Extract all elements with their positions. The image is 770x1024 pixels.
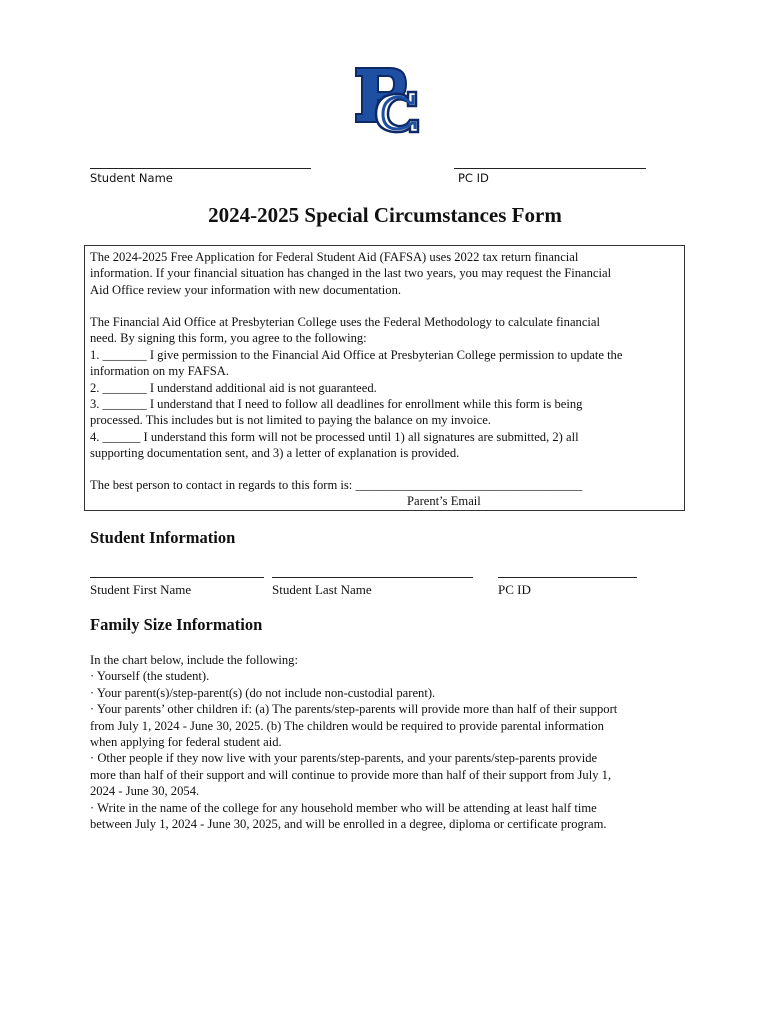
text-line: Aid Office review your information with new documentation. bbox=[90, 282, 402, 297]
student-pc-id-line[interactable] bbox=[498, 577, 637, 578]
family-size-heading: Family Size Information bbox=[90, 615, 263, 634]
last-name-line[interactable] bbox=[272, 577, 473, 578]
agreement-item-2[interactable]: 2. _______ I understand additional aid is not guaranteed. bbox=[90, 380, 377, 395]
text-line: information. If your financial situation has changed in the last two years, you may request the Financial bbox=[90, 266, 612, 281]
pc-logo-icon bbox=[350, 62, 422, 134]
text-line: In the chart below, include the following: bbox=[90, 653, 298, 667]
text-line: between July 1, 2024 - June 30, 2025, and will be enrolled in a degree, diploma or certificate program. bbox=[90, 817, 607, 832]
parent-email-label: Parent’s Email bbox=[407, 494, 481, 508]
agreement-paragraph-1 bbox=[90, 249, 690, 298]
family-size-instructions bbox=[90, 652, 690, 832]
agreement-paragraph-2 bbox=[90, 314, 690, 462]
list-item: · Yourself (the student). bbox=[90, 669, 210, 684]
agreement-item-1[interactable]: 1. _______ I give permission to the Financial Aid Office at Presbyterian College permission to update the bbox=[90, 347, 623, 362]
text-line: more than half of their support and will continue to provide more than half of their support from July 1, bbox=[90, 767, 612, 782]
list-item: · Your parents’ other children if: (a) The parents/step-parents will provide more than half of their support bbox=[90, 702, 618, 717]
agreement-item-4[interactable]: 4. ______ I understand this form will not be processed until 1) all signatures are submitted, 2) all bbox=[90, 429, 579, 444]
text-line: from July 1, 2024 - June 30, 2025. (b) The children would be required to provide parental information bbox=[90, 718, 604, 733]
list-item: · Other people if they now live with your parents/step-parents, and your parents/step-parents provide bbox=[90, 751, 598, 766]
text-line: need. By signing this form, you agree to the following: bbox=[90, 331, 367, 346]
text-line: The 2024-2025 Free Application for Federal Student Aid (FAFSA) uses 2022 tax return financial bbox=[90, 250, 579, 264]
text-line: processed. This includes but is not limited to paying the balance on my invoice. bbox=[90, 413, 491, 428]
text-line: supporting documentation sent, and 3) a letter of explanation is provided. bbox=[90, 446, 460, 461]
student-name-line[interactable] bbox=[90, 168, 311, 169]
text-line: information on my FAFSA. bbox=[90, 364, 230, 379]
student-name-label: Student Name bbox=[90, 171, 173, 185]
contact-line[interactable]: The best person to contact in regards to this form is: ____________________________________ bbox=[90, 478, 583, 492]
text-line: when applying for federal student aid. bbox=[90, 735, 282, 750]
agreement-item-3[interactable]: 3. _______ I understand that I need to follow all deadlines for enrollment while this form is being bbox=[90, 397, 583, 412]
text-line: The Financial Aid Office at Presbyterian College uses the Federal Methodology to calculate financial bbox=[90, 315, 601, 329]
list-item: · Your parent(s)/step-parent(s) (do not include non-custodial parent). bbox=[90, 685, 436, 700]
page-title: 2024-2025 Special Circumstances Form bbox=[208, 203, 562, 227]
pc-id-label: PC ID bbox=[458, 171, 489, 185]
first-name-line[interactable] bbox=[90, 577, 264, 578]
last-name-label: Student Last Name bbox=[272, 582, 372, 597]
first-name-label: Student First Name bbox=[90, 582, 192, 597]
text-line: 2024 - June 30, 2054. bbox=[90, 784, 200, 799]
student-information-heading: Student Information bbox=[90, 528, 236, 547]
list-item: · Write in the name of the college for any household member who will be attending at least half time bbox=[90, 800, 597, 815]
pc-id-line[interactable] bbox=[454, 168, 646, 169]
student-pc-id-label: PC ID bbox=[498, 582, 531, 597]
